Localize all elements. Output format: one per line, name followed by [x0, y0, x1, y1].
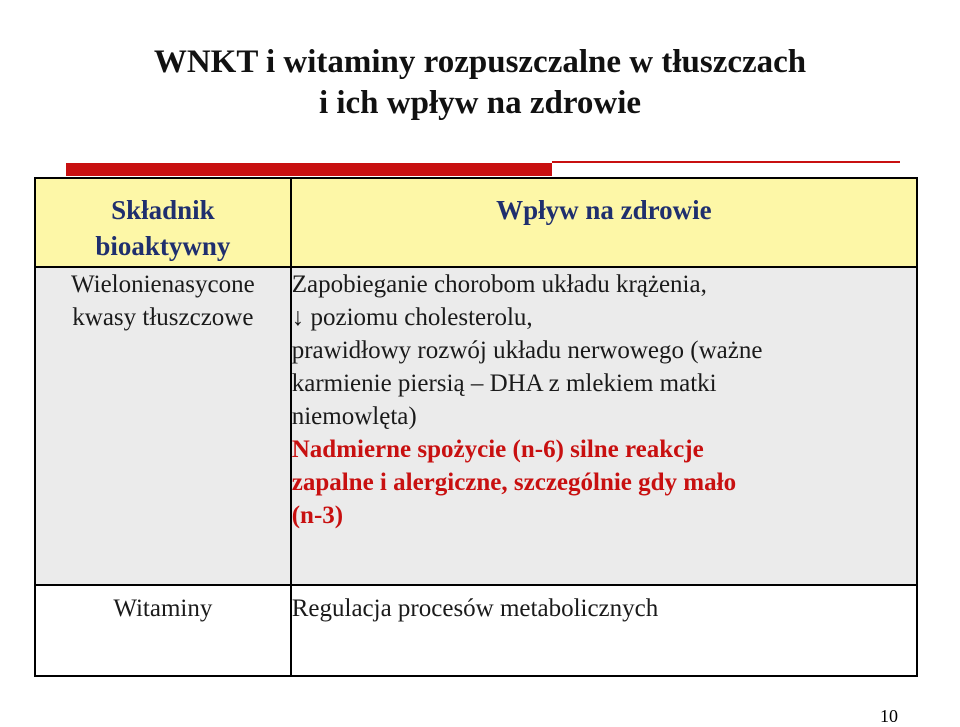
effect-line: prawidłowy rozwój układu nerwowego (ważne [291, 337, 763, 364]
slide-title [0, 42, 960, 124]
effect-line: niemowlęta) [291, 403, 417, 430]
effect-line: Zapobieganie chorobom układu krążenia, [291, 271, 707, 298]
page-number: 10 [880, 706, 898, 726]
decorative-red-bar [66, 163, 552, 176]
health-effects-table [34, 177, 918, 677]
component-line-2: kwasy tłuszczowe [72, 304, 254, 331]
effect-cell [291, 267, 917, 585]
component-line-1: Wielonienasycone [71, 271, 255, 298]
table-row [35, 585, 917, 676]
component-cell [35, 585, 291, 676]
warning-line: (n-3) [291, 502, 344, 529]
slide-title-line-2: i ich wpływ na zdrowie [318, 85, 642, 121]
component-cell [35, 267, 291, 585]
warning-line: Nadmierne spożycie (n-6) silne reakcje [291, 436, 704, 463]
header-component [35, 178, 291, 267]
effect-line: Regulacja procesów metabolicznych [291, 595, 659, 622]
table-header-row [35, 178, 917, 267]
header-effect-label: Wpływ na zdrowie [496, 195, 712, 225]
header-component-line-2: bioaktywny [95, 231, 231, 261]
effect-cell [291, 585, 917, 676]
table-row [35, 267, 917, 585]
effect-line: ↓ poziomu cholesterolu, [291, 304, 533, 331]
header-component-line-1: Składnik [111, 195, 215, 225]
decorative-thin-line [552, 161, 900, 163]
slide-title-line-1: WNKT i witaminy rozpuszczalne w tłuszczach [153, 44, 807, 80]
component-label: Witaminy [113, 595, 213, 622]
warning-line: zapalne i alergiczne, szczególnie gdy mało [291, 469, 737, 496]
header-effect [291, 178, 917, 267]
effect-line: karmienie piersią – DHA z mlekiem matki [291, 370, 717, 397]
